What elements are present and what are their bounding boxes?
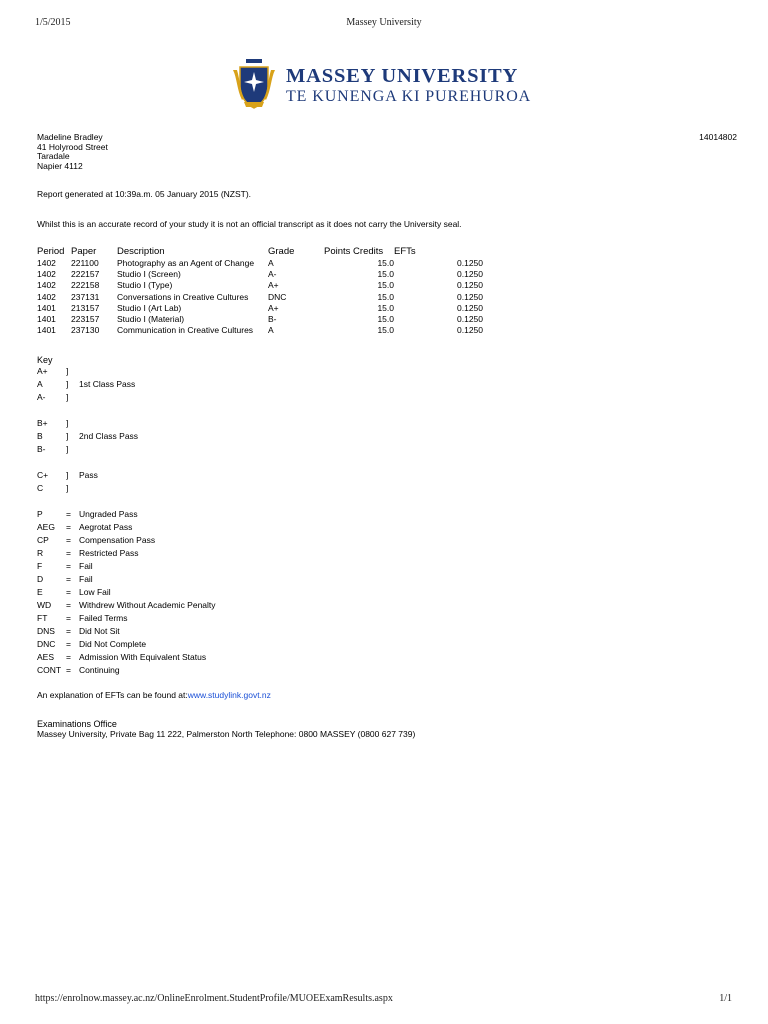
key-symbol: = xyxy=(66,613,71,624)
cell-period: 1401 xyxy=(37,325,56,336)
key-code: D xyxy=(37,574,44,585)
university-crest-icon xyxy=(230,58,278,110)
key-symbol: = xyxy=(66,587,71,598)
key-row xyxy=(37,638,737,651)
results-header-row xyxy=(37,246,483,258)
key-code: DNC xyxy=(37,639,56,650)
cell-description: Studio I (Art Lab) xyxy=(117,302,182,313)
university-logo xyxy=(230,58,550,110)
key-code: C+ xyxy=(37,470,49,481)
column-header-credits: Credits xyxy=(353,246,384,258)
cell-paper: 221100 xyxy=(71,258,99,268)
column-header-grade: Grade xyxy=(268,246,295,258)
key-row xyxy=(37,599,737,612)
key-code: FT xyxy=(37,613,48,624)
key-symbol: ] xyxy=(66,418,69,429)
key-symbol: = xyxy=(66,665,71,676)
cell-points: 15.0 xyxy=(377,302,394,313)
key-row xyxy=(37,534,737,547)
key-symbol: = xyxy=(66,652,71,663)
key-symbol: ] xyxy=(66,366,69,377)
key-description: 1st Class Pass xyxy=(79,379,136,390)
key-symbol: = xyxy=(66,639,71,650)
table-row xyxy=(37,269,483,280)
key-description: Compensation Pass xyxy=(79,535,156,546)
student-id: 14014802 xyxy=(699,132,737,142)
key-symbol: ] xyxy=(66,483,69,494)
cell-grade: A xyxy=(268,258,274,268)
table-row xyxy=(37,280,483,291)
cell-description: Studio I (Material) xyxy=(117,314,185,325)
key-row xyxy=(37,443,737,456)
cell-description: Conversations in Creative Cultures xyxy=(117,291,249,302)
key-code: E xyxy=(37,587,43,598)
key-group-spacer xyxy=(37,456,737,469)
cell-paper: 222158 xyxy=(71,280,100,291)
key-row xyxy=(37,469,737,482)
key-code: P xyxy=(37,509,43,520)
exam-office-contact: Massey University, Private Bag 11 222, Palmerston North Telephone: 0800 MASSEY (0800 627 739) xyxy=(37,729,416,740)
cell-description: Communication in Creative Cultures xyxy=(117,325,254,336)
key-row xyxy=(37,391,737,404)
grade-key-list xyxy=(37,365,737,677)
cell-grade: B- xyxy=(268,314,277,325)
key-code: CONT xyxy=(37,665,62,676)
student-address-block xyxy=(37,133,737,171)
key-row xyxy=(37,612,737,625)
efts-explanation xyxy=(37,691,737,701)
key-row xyxy=(37,664,737,677)
cell-period: 1402 xyxy=(37,269,56,280)
key-description: Ungraded Pass xyxy=(79,509,138,520)
key-row xyxy=(37,625,737,638)
logo-line1: MASSEY UNIVERSITY xyxy=(286,65,519,87)
key-code: A- xyxy=(37,392,46,403)
cell-paper: 237130 xyxy=(71,325,100,336)
key-symbol: = xyxy=(66,574,71,585)
table-row xyxy=(37,292,483,303)
cell-efts: 0.1250 xyxy=(457,291,483,302)
key-symbol: = xyxy=(66,626,71,637)
column-header-paper: Paper xyxy=(71,246,97,258)
key-symbol: = xyxy=(66,509,71,520)
cell-period: 1402 xyxy=(37,291,56,302)
cell-period: 1402 xyxy=(37,280,56,291)
key-group-spacer xyxy=(37,404,737,417)
cell-period: 1401 xyxy=(37,314,56,325)
cell-points: 15.0 xyxy=(377,314,394,325)
address-line: Napier 4112 xyxy=(37,160,83,171)
cell-efts: 0.1250 xyxy=(457,314,483,325)
column-header-efts: EFTs xyxy=(394,246,416,258)
key-symbol: = xyxy=(66,561,71,572)
cell-grade: A+ xyxy=(268,302,279,313)
key-symbol: ] xyxy=(66,470,69,481)
key-description: Did Not Complete xyxy=(79,639,147,650)
key-symbol: ] xyxy=(66,444,69,455)
column-header-description: Description xyxy=(117,246,165,258)
key-description: Aegrotat Pass xyxy=(79,522,133,533)
cell-description: Photography as an Agent of Change xyxy=(117,258,255,268)
key-row xyxy=(37,573,737,586)
key-description: Fail xyxy=(79,574,93,585)
address-line: Taradale xyxy=(37,151,70,161)
address-line: 41 Holyrood Street xyxy=(37,141,108,152)
key-group-spacer xyxy=(37,495,737,508)
key-code: F xyxy=(37,561,43,572)
key-row xyxy=(37,651,737,664)
cell-points: 15.0 xyxy=(377,280,394,291)
key-code: A+ xyxy=(37,366,48,377)
key-code: R xyxy=(37,548,44,559)
key-symbol: = xyxy=(66,522,71,533)
key-row xyxy=(37,482,737,495)
table-row xyxy=(37,314,483,325)
cell-paper: 223157 xyxy=(71,314,100,325)
studylink-link[interactable]: www.studylink.govt.nz xyxy=(187,690,271,701)
key-title: Key xyxy=(37,355,53,366)
results-table xyxy=(37,246,483,336)
key-description: 2nd Class Pass xyxy=(79,431,139,442)
key-code: WD xyxy=(37,600,52,611)
cell-points: 15.0 xyxy=(377,258,394,268)
report-generated: Report generated at 10:39a.m. 05 January 2015 (NZST). xyxy=(37,189,252,199)
key-symbol: ] xyxy=(66,379,69,390)
key-row xyxy=(37,430,737,443)
cell-description: Studio I (Type) xyxy=(117,280,173,291)
cell-points: 15.0 xyxy=(377,325,394,336)
column-header-points: Points xyxy=(324,246,351,258)
table-row xyxy=(37,325,483,336)
key-code: CP xyxy=(37,535,49,546)
cell-points: 15.0 xyxy=(377,291,394,302)
key-row xyxy=(37,586,737,599)
cell-grade: A xyxy=(268,325,274,336)
table-row xyxy=(37,258,483,269)
cell-efts: 0.1250 xyxy=(457,269,483,280)
key-description: Admission With Equivalent Status xyxy=(79,652,207,663)
cell-efts: 0.1250 xyxy=(457,325,483,336)
key-description: Restricted Pass xyxy=(79,548,139,559)
cell-period: 1401 xyxy=(37,302,56,313)
table-row xyxy=(37,303,483,314)
cell-description: Studio I (Screen) xyxy=(117,269,181,280)
cell-grade: A- xyxy=(268,269,277,280)
print-title: Massey University xyxy=(346,17,422,28)
student-name: Madeline Bradley xyxy=(37,132,103,142)
key-description: Failed Terms xyxy=(79,613,128,624)
cell-grade: A+ xyxy=(268,280,279,291)
key-code: B xyxy=(37,431,43,442)
key-description: Withdrew Without Academic Penalty xyxy=(79,600,216,611)
key-description: Continuing xyxy=(79,665,120,676)
efts-explanation-text: An explanation of EFTs can be found at: xyxy=(37,690,188,701)
key-code: AES xyxy=(37,652,55,663)
key-row xyxy=(37,547,737,560)
key-row xyxy=(37,508,737,521)
document-body xyxy=(37,133,737,739)
cell-points: 15.0 xyxy=(377,269,394,280)
key-symbol: ] xyxy=(66,431,69,442)
key-code: C xyxy=(37,483,44,494)
print-date: 1/5/2015 xyxy=(35,17,71,28)
cell-efts: 0.1250 xyxy=(457,258,483,268)
cell-efts: 0.1250 xyxy=(457,280,483,291)
column-header-period: Period xyxy=(37,246,65,258)
exam-office-title: Examinations Office xyxy=(37,718,117,729)
key-symbol: = xyxy=(66,600,71,611)
key-code: A xyxy=(37,379,43,390)
print-page-number: 1/1 xyxy=(719,993,732,1004)
print-url: https://enrolnow.massey.ac.nz/OnlineEnrolment.StudentProfile/MUOEExamResults.aspx xyxy=(35,993,393,1004)
key-code: AEG xyxy=(37,522,55,533)
key-description: Fail xyxy=(79,561,93,572)
column-header-points-credits xyxy=(324,246,394,258)
key-code: B+ xyxy=(37,418,48,429)
cell-paper: 213157 xyxy=(71,302,100,313)
cell-paper: 222157 xyxy=(71,269,100,280)
disclaimer: Whilst this is an accurate record of your study it is not an official transcript as it does not carry the University seal. xyxy=(37,218,462,229)
key-symbol: = xyxy=(66,535,71,546)
cell-paper: 237131 xyxy=(71,291,100,302)
key-description: Pass xyxy=(79,470,98,481)
key-code: B- xyxy=(37,444,46,455)
key-row xyxy=(37,365,737,378)
key-symbol: ] xyxy=(66,392,69,403)
key-row xyxy=(37,560,737,573)
key-row xyxy=(37,521,737,534)
key-description: Low Fail xyxy=(79,587,111,598)
key-symbol: = xyxy=(66,548,71,559)
key-row xyxy=(37,417,737,430)
cell-efts: 0.1250 xyxy=(457,302,483,313)
logo-line2: TE KUNENGA KI PUREHUROA xyxy=(286,88,532,105)
key-code: DNS xyxy=(37,626,55,637)
cell-grade: DNC xyxy=(268,291,287,302)
key-row xyxy=(37,378,737,391)
key-description: Did Not Sit xyxy=(79,626,120,637)
cell-period: 1402 xyxy=(37,258,56,268)
